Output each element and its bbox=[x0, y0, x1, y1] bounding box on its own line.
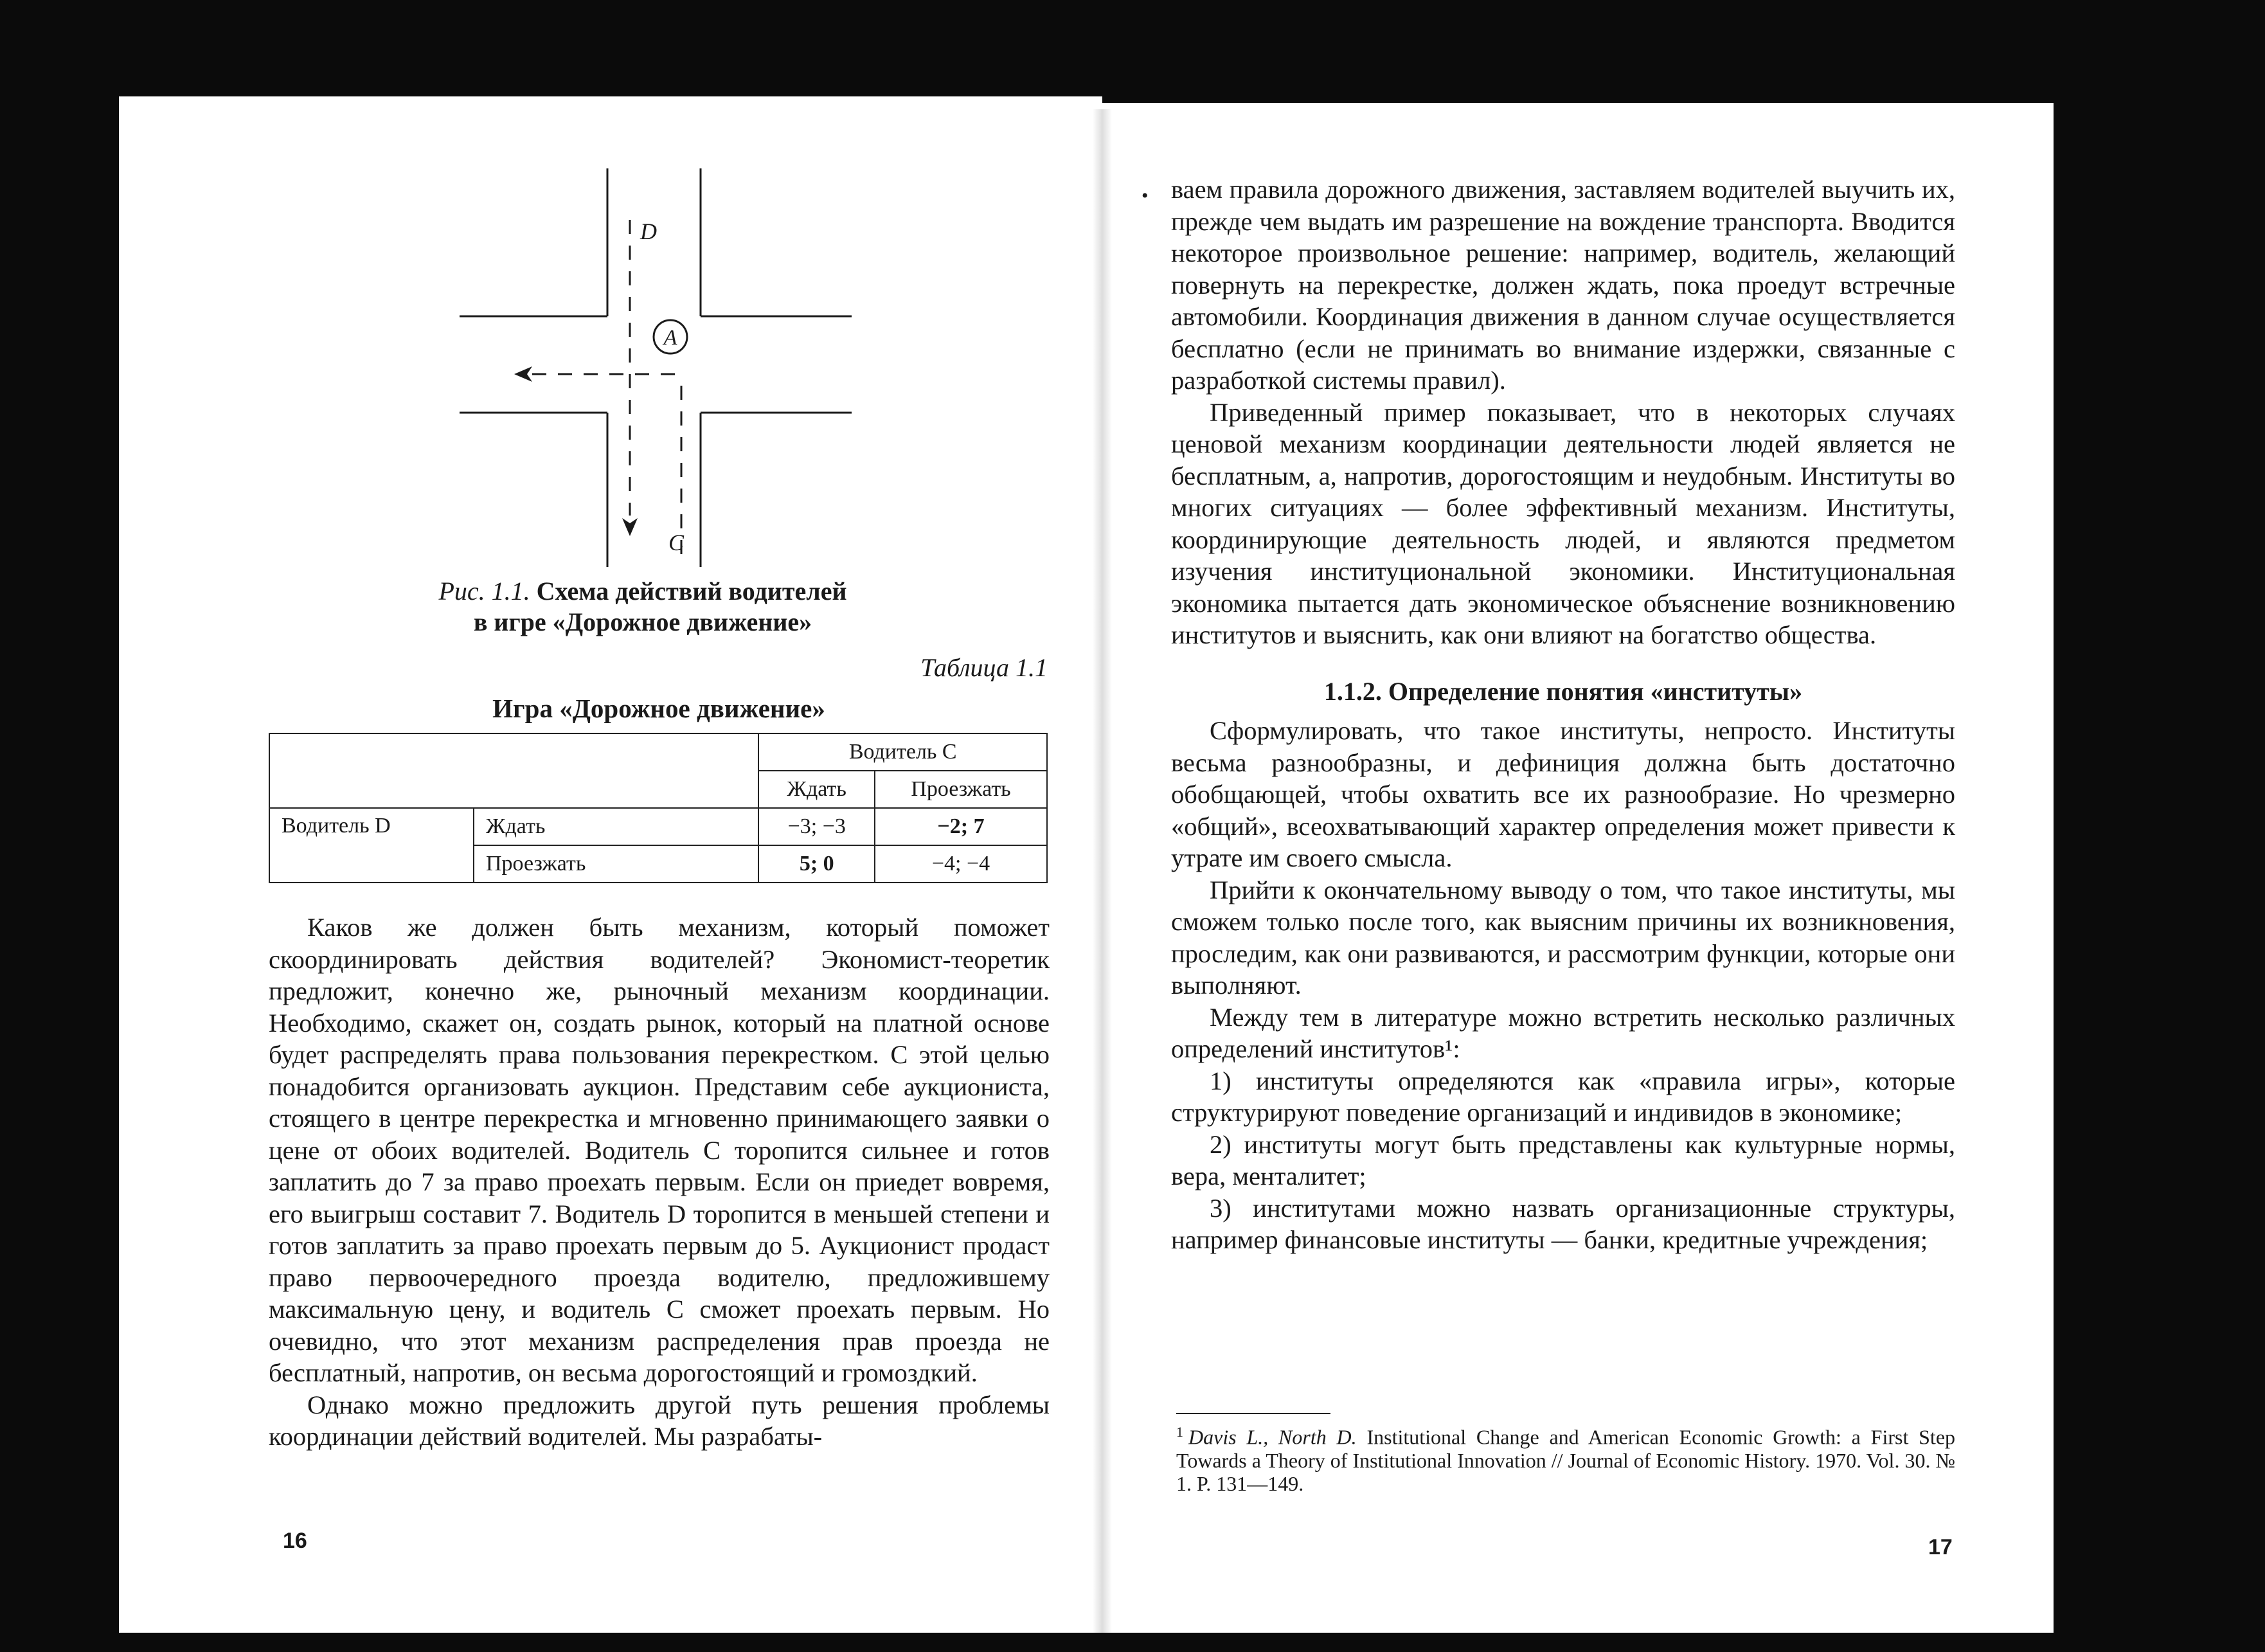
footnote-divider bbox=[1176, 1413, 1330, 1414]
table-label: Таблица 1.1 bbox=[920, 653, 1048, 682]
row-header-wait: Ждать bbox=[474, 808, 758, 845]
scan-background-left bbox=[0, 0, 119, 1652]
left-body-text bbox=[269, 911, 1050, 1453]
list-item: 3) институтами можно назвать организационные структуры, например финансовые институты — банки, кредитные учреждения; bbox=[1171, 1193, 1955, 1254]
header-driver-c: Водитель C bbox=[758, 733, 1047, 771]
label-a: A bbox=[663, 326, 677, 350]
table-corner-cell bbox=[269, 733, 758, 808]
footnote-text: Institutional Change and American Economic Growth: a First Step Towards a Theory of Institutional Innovation // Journal of Economic History. 1970. Vol. 30. № 1. P. 131—149. bbox=[1176, 1425, 1956, 1495]
book-gutter bbox=[1093, 109, 1112, 1633]
scan-background-right bbox=[2054, 0, 2265, 1652]
paragraph: Между тем в литературе можно встретить несколько различных определений институтов¹: bbox=[1171, 1002, 1955, 1063]
table-row bbox=[269, 733, 1047, 771]
footnote-authors: Davis L., North D. bbox=[1188, 1425, 1357, 1449]
cell-pass-wait: 5; 0 bbox=[758, 845, 875, 883]
section-heading: 1.1.2. Определение понятия «институты» bbox=[1323, 676, 1803, 706]
row-header-driver-d: Водитель D bbox=[269, 808, 474, 883]
intersection-diagram bbox=[450, 168, 694, 567]
cell-wait-wait: −3; −3 bbox=[758, 808, 875, 845]
col-header-pass: Проезжать bbox=[875, 771, 1047, 808]
margin-mark: • bbox=[1141, 185, 1149, 206]
arrow-left-head bbox=[514, 366, 532, 382]
footnote bbox=[1176, 1421, 1955, 1495]
label-c: C bbox=[668, 530, 685, 555]
figure-caption-prefix: Рис. 1.1. bbox=[438, 577, 530, 606]
paragraph: Приведенный пример показывает, что в некоторых случаях ценовой механизм координации деятельности людей является не бесплатным, а, напротив, дорогостоящим и неудобным. Институты во многих ситуациях — более эффективный механизм. Институты, координирующие деятельность людей, и являются предметом изучения институциональной экономики. Институциональная экономика пытается дать экономическое объяснение возникновению институтов и выяснить, как они влияют на богатство общества. bbox=[1171, 397, 1955, 649]
paragraph: Прийти к окончательному выводу о том, что такое институты, мы сможем только после того, как выясним причины их возникновения, проследим, как они развиваются, и рассмотрим функции, которые они выполняют. bbox=[1171, 875, 1955, 1000]
cell-wait-pass: −2; 7 bbox=[875, 808, 1047, 845]
page-number-right: 17 bbox=[1928, 1535, 1953, 1559]
cell-pass-pass: −4; −4 bbox=[875, 845, 1047, 883]
right-body-text bbox=[1171, 174, 1955, 1256]
list-item: 2) институты могут быть представлены как культурные нормы, вера, менталитет; bbox=[1171, 1129, 1955, 1190]
paragraph: Каков же должен быть механизм, который поможет скоординировать действия водителей? Экономист-теоретик предложит, конечно же, рыночный механизм координации. Необходимо, скажет он, создать рынок, который на платной основе будет распределять права пользования перекрестком. С этой целью понадобится организовать аукцион. Представим себе аукциониста, стоящего в центре перекрестка и мгновенно принимающего заявки о цене от обоих водителей. Водитель C торопится сильнее и готов заплатить до 7 за право проехать первым. Если он приедет вовремя, его выигрыш составит 7. Водитель D торопится в меньшей степени и готов заплатить за право проехать первым до 5. Аукционист продаст право первоочередного проезда водителю, предложившему максимальную цену, и водитель C сможет проехать первым. Но очевидно, что этот механизм распределения прав проезда не бесплатный, напротив, он весьма дорогостоящий и громоздкий. bbox=[269, 913, 1050, 1387]
scan-background-top bbox=[0, 0, 2265, 103]
footnote-number: 1 bbox=[1176, 1424, 1183, 1440]
row-header-pass: Проезжать bbox=[474, 845, 758, 883]
paragraph: ваем правила дорожного движения, заставляем водителей выучить их, прежде чем выдать им разрешение на вождение транспорта. Вводится некоторое произвольное решение: например, водитель, желающий повернуть на перекрестке, должен ждать, пока проедут встречные автомобили. Координация движения в данном случае осуществляется бесплатно (если не принимать во внимание издержки, связанные с разработкой системы правил). bbox=[1171, 175, 1955, 395]
col-header-wait: Ждать bbox=[758, 771, 875, 808]
page-number-left: 16 bbox=[283, 1529, 307, 1553]
list-item: 1) институты определяются как «правила игры», которые структурируют поведение организаций и индивидов в экономике; bbox=[1171, 1066, 1955, 1127]
table-title: Игра «Дорожное движение» bbox=[492, 694, 825, 723]
paragraph: Однако можно предложить другой путь решения проблемы координации действий водителей. Мы разрабаты- bbox=[269, 1390, 1050, 1451]
figure-caption-title-line2: в игре «Дорожное движение» bbox=[473, 607, 812, 636]
table-row bbox=[269, 808, 1047, 845]
figure-caption-title-line1: Схема действий водителей bbox=[536, 577, 847, 606]
intersection-diagram-right bbox=[694, 168, 861, 567]
arrow-down-head bbox=[622, 518, 638, 536]
figure-caption bbox=[321, 576, 964, 638]
paragraph: Сформулировать, что такое институты, непросто. Институты весьма разнообразны, и дефиниция должна быть достаточно обобщающей, чтобы охватить все их разнообразие. Но чрезмерно «общий», всеохватывающий характер определения может привести к утрате им своего смысла. bbox=[1171, 716, 1955, 872]
label-d: D bbox=[640, 219, 657, 244]
payoff-table bbox=[269, 733, 1048, 883]
